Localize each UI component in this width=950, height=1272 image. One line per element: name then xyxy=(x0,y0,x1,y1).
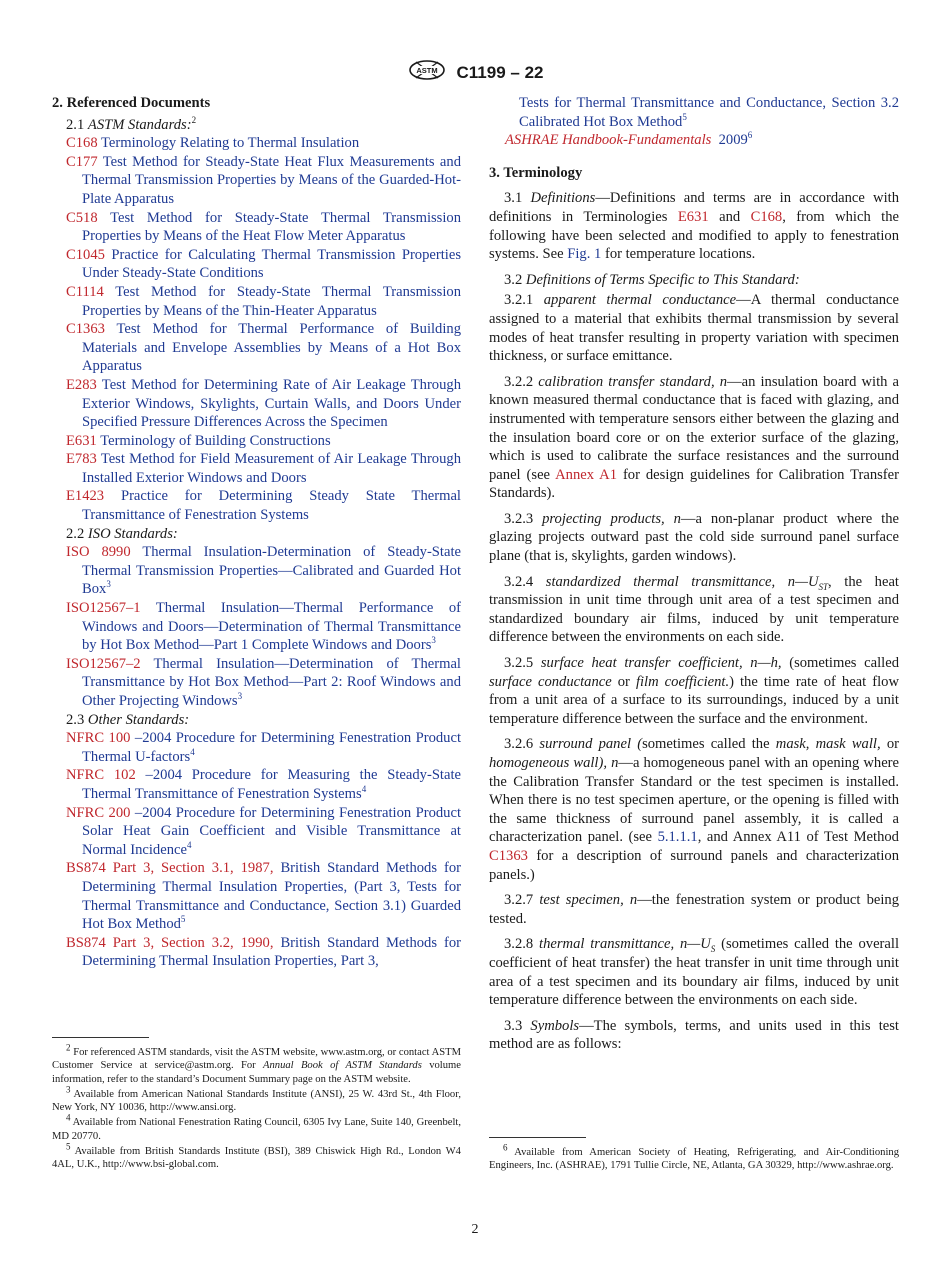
reference-code[interactable]: E783 xyxy=(66,451,97,468)
reference-code[interactable]: C518 xyxy=(66,209,98,226)
reference-title[interactable]: British Standard Methods for Determining Thermal Insulation Properties, (Part 3, Tests for Thermal Transmittance and Conductance, Section 3.1) Guarded Hot Box Method xyxy=(82,860,462,933)
paragraph-3-2-7: 3.2.7 test specimen, n—the fenestration system or product being tested. xyxy=(489,892,900,927)
reference-item[interactable] xyxy=(52,246,461,283)
reference-code[interactable]: C177 xyxy=(66,153,98,170)
reference-item[interactable] xyxy=(52,209,461,246)
reference-title[interactable]: Terminology Relating to Thermal Insulation xyxy=(101,135,360,152)
reference-item[interactable]: BS874 Part 3, Section 3.1, 1987, British Standard Methods for Determining Thermal Insulation Properties, (Part 3, Tests for Thermal Transmittance and Conductance, Section 3.1) Guarded Hot Box Method$^5$ xyxy=(66,860,462,933)
page-header xyxy=(0,58,950,87)
iso-standards-list xyxy=(52,543,461,710)
reference-item[interactable] xyxy=(52,153,461,209)
paragraph-3-2-6: 3.2.6 surround panel (sometimes called the mask, mask wall, or homogeneous wall), n—a homogeneous panel with an opening where the Calibration Transfer Standard or the test specimen is installed. When there is no test specimen aperture, or the opening is filled with the same thickness of surround panel assembly, it is called a characterization panel. (see 5.1.1.1, and Annex A11 of Test Method C1363 for a description of surround panels and characterization panels.) xyxy=(489,736,900,883)
reference-title[interactable]: Test Method for Steady-State Thermal Transmission Properties by Means of the Heat Flow Meter Apparatus xyxy=(82,209,462,245)
reference-code[interactable]: NFRC 100 xyxy=(66,730,131,747)
paragraph-3-2-3: 3.2.3 projecting products, n—a non-planar product where the glazing projects outward past the cold side surround panel surface plane (that is, skylights, garden windows). xyxy=(489,510,899,565)
paragraph-3-2-2: 3.2.2 calibration transfer standard, n—an insulation board with a known measured thermal conductance that is faced with glazing, and instrumented with temperature sensors either between the glazing and the insulation board core or on the exterior surface of the glazing, which is used to calibrate the surface resistances and the surround panel (see Annex A1 for design guidelines for Calibration Transfer Standards). xyxy=(489,373,899,502)
subsection-2-3: 2.3 Other Standards: xyxy=(66,711,190,728)
reference-code[interactable]: BS874 Part 3, Section 3.1, 1987, xyxy=(66,860,274,877)
left-column xyxy=(52,94,461,971)
astm-standards-list xyxy=(52,134,461,524)
reference-title[interactable]: Thermal Insulation—Determination of Thermal Transmittance by Hot Box Method—Part 2: Roof Windows and Other Projecting Windows xyxy=(82,655,461,709)
reference-title[interactable]: Terminology of Building Constructions xyxy=(100,432,331,449)
astm-logo-icon xyxy=(407,58,447,87)
footnote-divider-left xyxy=(52,1037,149,1038)
reference-item[interactable] xyxy=(52,376,461,432)
reference-title[interactable]: Test Method for Field Measurement of Air Leakage Through Installed Exterior Windows and Doors xyxy=(82,451,461,486)
reference-code[interactable]: E283 xyxy=(66,376,97,393)
reference-title[interactable]: Thermal Insulation—Thermal Performance of Windows and Doors—Determination of Thermal Transmittance by Hot Box Method—Part 1 Complete Windows and Doors xyxy=(82,600,462,654)
reference-title[interactable]: Practice for Determining Steady State Thermal Transmittance of Fenestration Systems xyxy=(82,488,461,524)
reference-item[interactable] xyxy=(52,432,461,451)
reference-title[interactable]: Test Method for Steady-State Thermal Transmission Properties by Means of the Thin-Heater Apparatus xyxy=(82,283,461,319)
footnote-3: $^3$ Available from American National Standards Institute (ANSI), 25 W. 43rd St., 4th Floor, New York, NY 10036, http://www.ansi.org. xyxy=(52,1084,461,1114)
reference-item[interactable] xyxy=(52,320,461,376)
paragraph-3-1: 3.1 Definitions—Definitions and terms are in accordance with definitions in Terminologies E631 and C168, from which the following have been selected and modified to apply to fenestration systems. See Fig. 1 for temperature locations. xyxy=(489,190,899,263)
astm-logo-text: ASTM xyxy=(415,66,438,75)
ref-link-5-1-1-1[interactable]: 5.1.1.1 xyxy=(657,829,698,846)
paragraph-3-2-5: 3.2.5 surface heat transfer coefficient, n—h, (sometimes called surface conductance or film coefficient.) the time rate of heat flow from a unit area of a surface to its surroundings, induced by a unit temperature difference between the surface and the environment. xyxy=(489,655,900,727)
reference-code[interactable]: C168 xyxy=(66,135,98,152)
right-column xyxy=(489,94,899,1061)
paragraph-3-2-8: 3.2.8 thermal transmittance, $n—U_S$ (sometimes called the overall coefficient of heat transfer) the heat transfer in unit time through unit area of a test specimen and its boundary air films, induced by unit temperature difference between the environments on each side. xyxy=(489,936,899,1009)
ref-link-annex-a1[interactable]: Annex A1 xyxy=(555,466,618,483)
reference-title[interactable]: Test Method for Steady-State Heat Flux Measurements and Thermal Transmission Properties by Means of the Guarded-Hot-Plate Apparatus xyxy=(82,153,461,207)
reference-item[interactable]: ISO12567–1 Thermal Insulation—Thermal Performance of Windows and Doors—Determination of Thermal Transmittance by Hot Box Method—Part 1 Complete Windows and Doors$^3$ xyxy=(66,600,462,654)
reference-code[interactable]: C1114 xyxy=(66,283,104,300)
reference-item[interactable]: NFRC 102 –2004 Procedure for Measuring the Steady-State Thermal Transmittance of Fenestration Systems$^4$ xyxy=(66,767,461,802)
reference-code[interactable]: C1363 xyxy=(66,321,105,338)
reference-title[interactable]: Test Method for Determining Rate of Air Leakage Through Exterior Windows, Skylights, Curtain Walls, and Doors Under Specified Pressure Differences Across the Specimen xyxy=(82,376,461,431)
other-standards-list xyxy=(52,729,461,934)
document-designation: C1199 – 22 xyxy=(456,62,544,82)
footnote-6: $^6$ Available from American Society of Heating, Refrigerating, and Air-Conditioning Engineers, Inc. (ASHRAE), 1791 Tullie Circle, NE, Atlanta, GA 30329, http://www.ashrae.org. xyxy=(489,1142,899,1172)
reference-item[interactable]: ISO12567–2 Thermal Insulation—Determination of Thermal Transmittance by Hot Box Method—Part 2: Roof Windows and Other Projecting Windows$^3$ xyxy=(66,655,461,709)
ref-link-e631[interactable]: E631 xyxy=(677,208,709,225)
figure-link[interactable]: Fig. 1 xyxy=(567,246,602,263)
ref-link-c1363[interactable]: C1363 xyxy=(489,847,528,864)
reference-code[interactable]: NFRC 200 xyxy=(66,804,131,821)
paragraph-3-3: 3.3 Symbols—The symbols, terms, and units used in this test method are as follows: xyxy=(489,1017,899,1053)
reference-item[interactable] xyxy=(52,134,461,153)
page-number: 2 xyxy=(471,1222,479,1237)
reference-code[interactable]: ISO12567–2 xyxy=(66,655,141,672)
reference-item[interactable]: NFRC 100 –2004 Procedure for Determining Fenestration Product Thermal U-factors$^4$ xyxy=(66,730,461,765)
reference-title[interactable]: Thermal Insulation-Determination of Steady-State Thermal Transmission Properties—Calibrated and Guarded Hot Box xyxy=(82,544,461,598)
footnote-5: $^5$ Available from British Standards Institute (BSI), 389 Chiswick High Rd., London W4 4AL, U.K., http://www.bsi-global.com. xyxy=(52,1141,461,1171)
reference-title[interactable]: Practice for Calculating Thermal Transmission Properties Under Steady-State Conditions xyxy=(82,246,461,282)
footnote-4: $^4$ Available from National Fenestration Rating Council, 6305 Ivy Lane, Suite 140, Greenbelt, MD 20770. xyxy=(52,1112,461,1142)
reference-code[interactable]: NFRC 102 xyxy=(66,767,136,784)
reference-code[interactable]: C1045 xyxy=(66,246,105,263)
footnotes-right xyxy=(489,1142,899,1175)
reference-code[interactable]: E1423 xyxy=(66,488,105,505)
reference-item[interactable] xyxy=(52,450,461,487)
ref-link-c168[interactable]: C168 xyxy=(750,208,783,225)
reference-title[interactable]: –2004 Procedure for Measuring the Steady-State Thermal Transmittance of Fenestration Systems xyxy=(82,767,461,802)
reference-item-ashrae[interactable]: ASHRAE Handbook-Fundamentals 2009$^6$ xyxy=(505,130,753,149)
paragraph-3-2-1: 3.2.1 apparent thermal conductance—A thermal conductance assigned to a material that exhibits thermal transmission by several modes of heat transfer resulting in property variation with specimen thickness, or surface emittance. xyxy=(489,292,900,365)
reference-title[interactable]: –2004 Procedure for Determining Fenestration Product Solar Heat Gain Coefficient and Visible Transmittance at Normal Incidence xyxy=(82,804,461,858)
subsection-2-2: 2.2 ISO Standards: xyxy=(66,525,178,542)
section-3-heading: 3. Terminology xyxy=(489,164,583,181)
reference-code[interactable]: ISO 8990 xyxy=(66,544,131,561)
reference-item[interactable]: NFRC 200 –2004 Procedure for Determining Fenestration Product Solar Heat Gain Coefficient and Visible Transmittance at Normal Incidence$^4$ xyxy=(66,804,461,858)
section-2-heading: 2. Referenced Documents xyxy=(52,95,211,111)
reference-item-bs874-3-2-continued[interactable]: Tests for Thermal Transmittance and Conductance, Section 3.2 Calibrated Hot Box Method$^5$ xyxy=(519,95,899,130)
reference-code[interactable]: E631 xyxy=(66,432,97,449)
reference-item-bs874-3-2[interactable]: BS874 Part 3, Section 3.2, 1990, British Standard Methods for Determining Thermal Insulation Properties, Part 3, xyxy=(66,934,462,970)
reference-item[interactable] xyxy=(52,283,461,320)
paragraph-3-2: 3.2 Definitions of Terms Specific to This Standard: xyxy=(504,271,800,288)
reference-code[interactable]: ISO12567–1 xyxy=(66,600,141,617)
footnote-2: $^2$ For referenced ASTM standards, visit the ASTM website, www.astm.org, or contact ASTM Customer Service at service@astm.org. For Annual Book of ASTM Standards volume information, refer to the standard’s Document Summary page on the ASTM website. xyxy=(52,1042,462,1085)
reference-title[interactable]: –2004 Procedure for Determining Fenestration Product Thermal U-factors xyxy=(82,730,461,765)
reference-item[interactable]: ISO 8990 Thermal Insulation-Determination of Steady-State Thermal Transmission Properties—Calibrated and Guarded Hot Box$^3$ xyxy=(66,544,461,598)
paragraph-3-2-4: 3.2.4 standardized thermal transmittance, $n—U_{ST}$, the heat transmission in unit time through unit area of a test specimen and standardized boundary air films, induced by unit temperature difference between the environments on each side. xyxy=(489,573,899,646)
subsection-2-1: 2.1 ASTM Standards:$^2$ xyxy=(66,114,197,133)
footnotes-left xyxy=(52,1042,462,1174)
reference-title[interactable]: Test Method for Thermal Performance of Building Materials and Envelope Assemblies by Means of a Hot Box Apparatus xyxy=(82,321,461,375)
reference-item[interactable] xyxy=(52,487,461,524)
footnote-divider-right xyxy=(489,1137,586,1138)
